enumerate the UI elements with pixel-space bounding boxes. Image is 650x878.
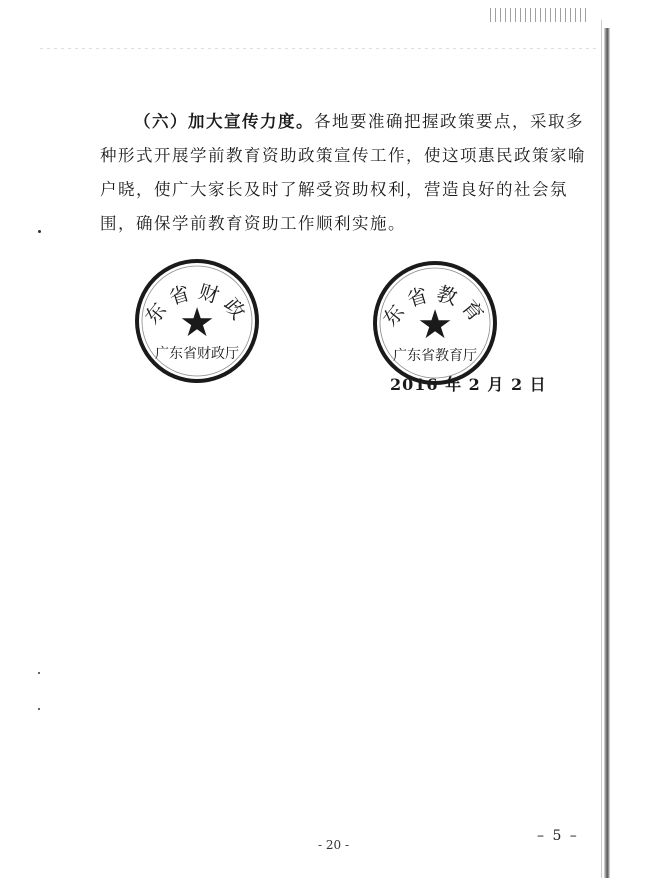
seal-bottom-text: 广东省教育厅	[393, 348, 477, 364]
scan-edge-line	[601, 20, 602, 878]
page-number: – 5 –	[537, 828, 579, 844]
scan-speck	[38, 672, 40, 674]
seal-star-icon: ★	[417, 302, 453, 348]
section-heading: （六）加大宣传力度。	[134, 112, 314, 131]
paragraph-text: 各地要准确把握政策要点，采取多种形式开展学前教育资助政策宣传工作，使这项惠民政策家喻户晓，使广大家长及时了解受资助权利，营造良好的社会氛围，确保学前教育资助工作顺利实施。	[100, 112, 586, 233]
seal-star-icon: ★	[179, 300, 215, 346]
seal-finance-department	[134, 258, 260, 384]
seal-arc-text: 东省教育	[377, 281, 493, 331]
seal-bottom-text: 广东省财政厅	[155, 346, 239, 362]
document-date: 2016 年 2 月 2 日	[390, 375, 547, 394]
scan-speck	[38, 230, 41, 233]
seal-arc-text: 东省财政	[139, 279, 255, 329]
scan-top-marks	[490, 8, 590, 22]
scan-edge-shadow	[604, 28, 610, 878]
body-paragraph	[100, 105, 588, 241]
scan-top-rule	[40, 48, 600, 49]
scan-speck	[38, 708, 40, 710]
seal-education-department	[372, 260, 498, 386]
page-number-original: - 20 -	[318, 838, 350, 852]
